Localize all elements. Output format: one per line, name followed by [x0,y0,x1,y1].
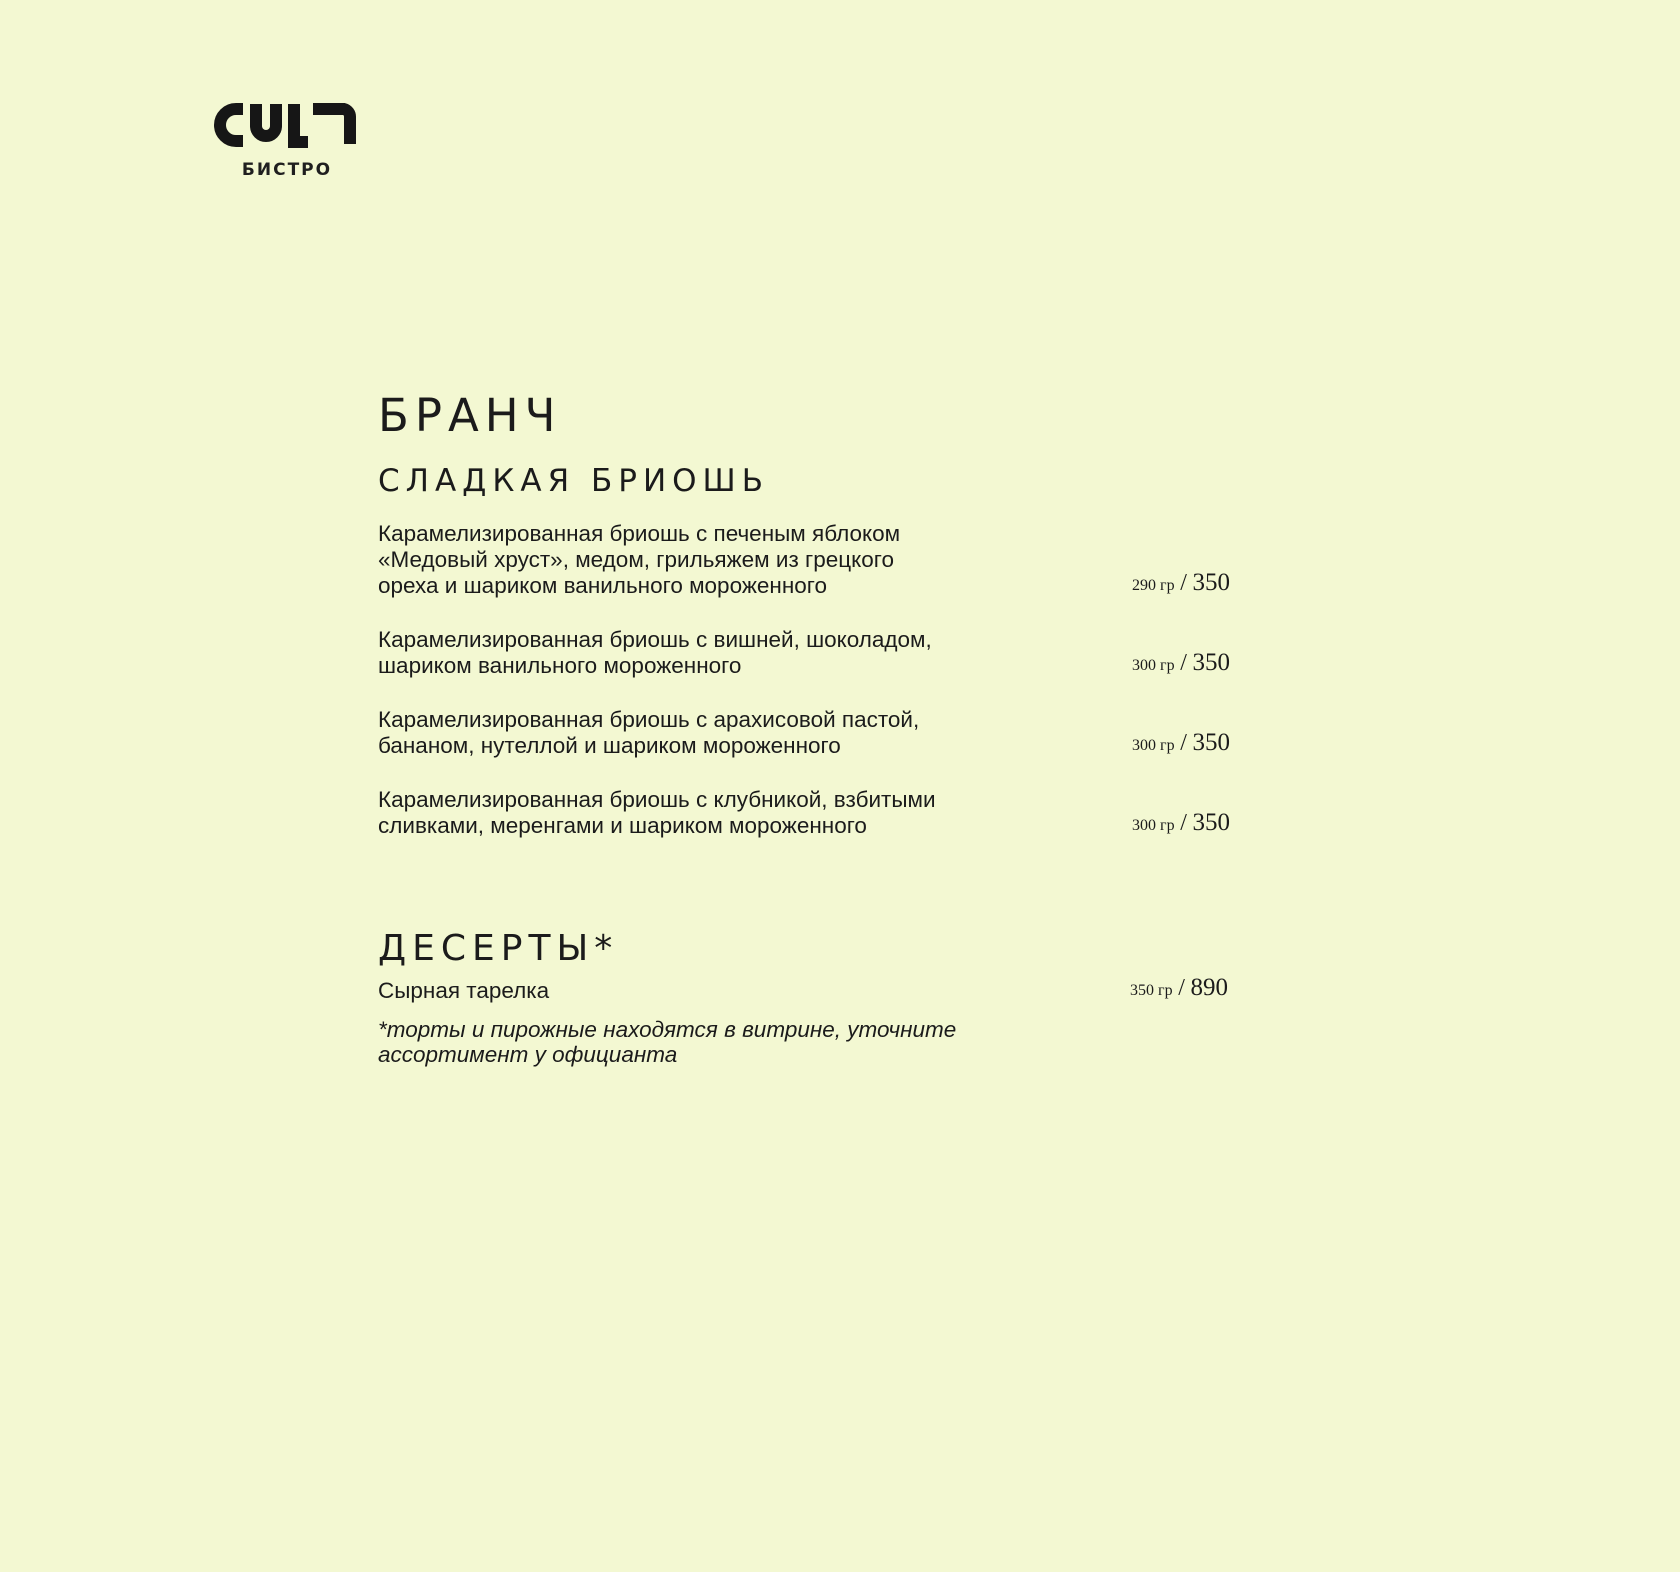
brand-logo [212,100,362,185]
item-price [1132,810,1230,839]
logo-subtitle: БИСТРО [241,160,333,180]
dessert-item [378,974,1230,1005]
item-price [1132,730,1230,759]
menu-content [378,388,1230,1067]
section-title: БРАНЧ [378,389,562,442]
cult-wordmark-icon [212,100,362,158]
item-weight: 290 гр [1132,577,1175,594]
item-description: Карамелизированная бриошь с печеным яблоком «Медовый хруст», медом, грильяжем из грецкого ореха и шариком ванильного мороженного [378,521,901,598]
item-price-value: 350 [1192,649,1230,676]
dessert-name: Сырная тарелка [378,978,550,1003]
dessert-weight: 350 гр [1130,982,1173,999]
item-weight: 300 гр [1132,657,1175,674]
item-description: Карамелизированная бриошь с вишней, шоколадом, шариком ванильного мороженного [378,627,932,678]
desserts-note: *торты и пирожные находятся в витрине, уточните ассортимент у официанта [378,1017,957,1067]
menu-item [378,707,1230,759]
dessert-price-value: 890 [1190,974,1228,1001]
menu-items-list [378,521,1230,839]
item-weight: 300 гр [1132,817,1175,834]
desserts-title: ДЕСЕРТЫ* [378,928,619,969]
price-separator: / [1180,650,1187,676]
item-price [1132,650,1230,679]
dessert-price [1130,974,1228,1005]
price-separator: / [1178,975,1185,1001]
menu-item [378,521,1230,599]
item-price-value: 350 [1192,729,1230,756]
price-separator: / [1180,810,1187,836]
price-separator: / [1180,570,1187,596]
item-description: Карамелизированная бриошь с клубникой, взбитыми сливками, меренгами и шариком мороженного [378,787,936,838]
item-price-value: 350 [1192,569,1230,596]
item-description: Карамелизированная бриошь с арахисовой пастой, бананом, нутеллой и шариком мороженного [378,707,920,758]
price-separator: / [1180,730,1187,756]
menu-item [378,627,1230,679]
item-price-value: 350 [1192,809,1230,836]
item-weight: 300 гр [1132,737,1175,754]
item-price [1132,570,1230,599]
menu-item [378,787,1230,839]
subsection-title: СЛАДКАЯ БРИОШЬ [378,463,769,499]
